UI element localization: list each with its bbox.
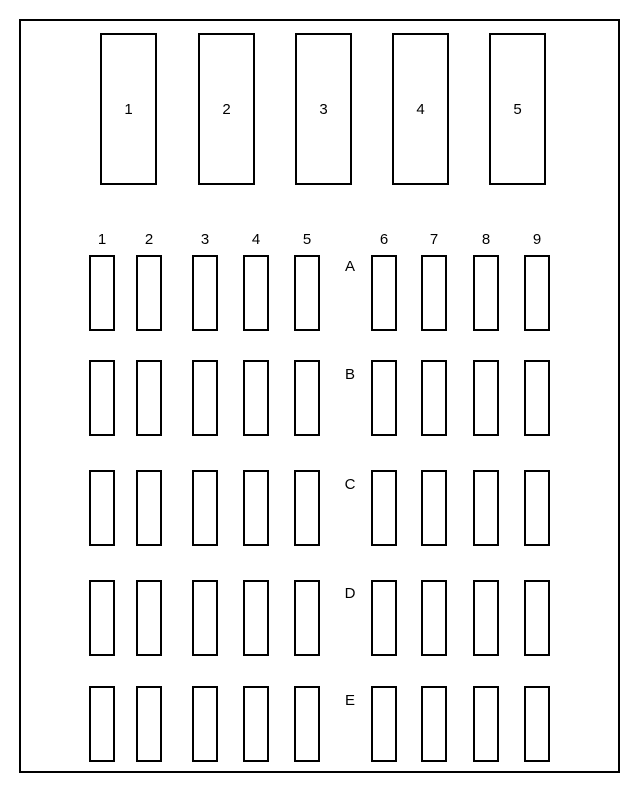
fuse-e6[interactable] — [371, 686, 397, 762]
fuse-b1[interactable] — [89, 360, 115, 436]
fuse-b6[interactable] — [371, 360, 397, 436]
fuse-d2[interactable] — [136, 580, 162, 656]
relay-1[interactable] — [100, 33, 157, 185]
fuse-c5[interactable] — [294, 470, 320, 546]
relay-3[interactable] — [295, 33, 352, 185]
relay-1-label: 1 — [124, 100, 133, 118]
fuse-d1[interactable] — [89, 580, 115, 656]
fuse-a1[interactable] — [89, 255, 115, 331]
fuse-a3[interactable] — [192, 255, 218, 331]
column-label-9: 9 — [532, 231, 542, 248]
fuse-a6[interactable] — [371, 255, 397, 331]
fuse-c1[interactable] — [89, 470, 115, 546]
fuse-a5[interactable] — [294, 255, 320, 331]
fuse-c2[interactable] — [136, 470, 162, 546]
row-label-a: A — [344, 258, 355, 275]
fuse-e4[interactable] — [243, 686, 269, 762]
fuse-b3[interactable] — [192, 360, 218, 436]
column-label-1: 1 — [97, 231, 107, 248]
fuse-d5[interactable] — [294, 580, 320, 656]
fuse-d7[interactable] — [421, 580, 447, 656]
fuse-b8[interactable] — [473, 360, 499, 436]
fuse-d8[interactable] — [473, 580, 499, 656]
column-label-8: 8 — [481, 231, 491, 248]
relay-4-label: 4 — [416, 100, 425, 118]
fuse-a7[interactable] — [421, 255, 447, 331]
fuse-b5[interactable] — [294, 360, 320, 436]
fuse-a2[interactable] — [136, 255, 162, 331]
fuse-b2[interactable] — [136, 360, 162, 436]
fuse-b7[interactable] — [421, 360, 447, 436]
fuse-e3[interactable] — [192, 686, 218, 762]
row-label-c: C — [344, 476, 356, 493]
relay-2-label: 2 — [222, 100, 231, 118]
fuse-e1[interactable] — [89, 686, 115, 762]
fuse-e9[interactable] — [524, 686, 550, 762]
relay-5-label: 5 — [513, 100, 522, 118]
column-label-6: 6 — [379, 231, 389, 248]
fuse-a4[interactable] — [243, 255, 269, 331]
column-label-2: 2 — [144, 231, 154, 248]
fuse-d3[interactable] — [192, 580, 218, 656]
fuse-d6[interactable] — [371, 580, 397, 656]
fuse-b4[interactable] — [243, 360, 269, 436]
relay-2[interactable] — [198, 33, 255, 185]
fuse-c8[interactable] — [473, 470, 499, 546]
column-label-5: 5 — [302, 231, 312, 248]
fuse-d4[interactable] — [243, 580, 269, 656]
fuse-e2[interactable] — [136, 686, 162, 762]
fuse-c9[interactable] — [524, 470, 550, 546]
row-label-d: D — [344, 585, 356, 602]
fuse-b9[interactable] — [524, 360, 550, 436]
fuse-e8[interactable] — [473, 686, 499, 762]
relay-5[interactable] — [489, 33, 546, 185]
fuse-a8[interactable] — [473, 255, 499, 331]
fuse-d9[interactable] — [524, 580, 550, 656]
column-label-3: 3 — [200, 231, 210, 248]
fuse-c3[interactable] — [192, 470, 218, 546]
fuse-c6[interactable] — [371, 470, 397, 546]
fuse-c7[interactable] — [421, 470, 447, 546]
relay-4[interactable] — [392, 33, 449, 185]
row-label-b: B — [344, 366, 355, 383]
fuse-c4[interactable] — [243, 470, 269, 546]
fuse-e5[interactable] — [294, 686, 320, 762]
fuse-e7[interactable] — [421, 686, 447, 762]
column-label-4: 4 — [251, 231, 261, 248]
row-label-e: E — [344, 692, 355, 709]
column-label-7: 7 — [429, 231, 439, 248]
fuse-a9[interactable] — [524, 255, 550, 331]
relay-3-label: 3 — [319, 100, 328, 118]
